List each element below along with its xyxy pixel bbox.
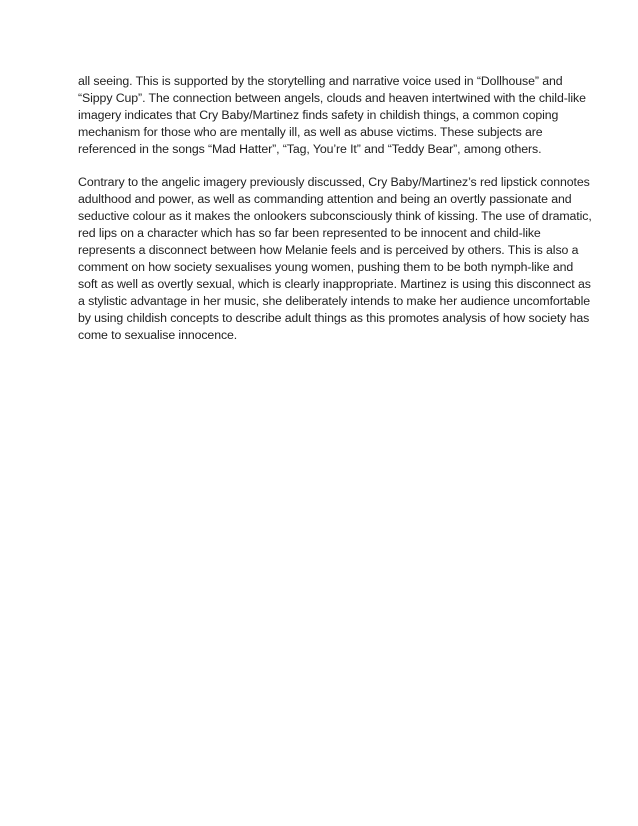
text-line: imagery indicates that Cry Baby/Martinez finds safety in childish things, a common coping <box>78 108 559 122</box>
text-line: adulthood and power, as well as commanding attention and being an overtly passionate and <box>78 192 572 206</box>
document-body <box>78 73 592 360</box>
text-line: come to sexualise innocence. <box>78 328 238 342</box>
text-line: “Sippy Cup”. The connection between angels, clouds and heaven intertwined with the child-like <box>78 91 586 105</box>
text-line: represents a disconnect between how Melanie feels and is perceived by others. This is also a <box>78 243 579 257</box>
text-line: comment on how society sexualises young women, pushing them to be both nymph-like and <box>78 260 574 274</box>
text-line: soft as well as overtly sexual, which is clearly inappropriate. Martinez is using this disconnect as <box>78 277 591 291</box>
text-line: red lips on a character which has so far been represented to be innocent and child-like <box>78 226 541 240</box>
text-line: a stylistic advantage in her music, she deliberately intends to make her audience uncomfortable <box>78 294 590 308</box>
text-line: Contrary to the angelic imagery previously discussed, Cry Baby/Martinez’s red lipstick connotes <box>78 175 590 189</box>
text-line: referenced in the songs “Mad Hatter”, “Tag, You’re It” and “Teddy Bear”, among others. <box>78 142 542 156</box>
paragraph-1 <box>78 73 586 158</box>
text-line: seductive colour as it makes the onlookers subconsciously think of kissing. The use of dramatic, <box>78 209 592 223</box>
text-line: mechanism for those who are mentally ill, as well as abuse victims. These subjects are <box>78 125 543 139</box>
text-line: by using childish concepts to describe adult things as this promotes analysis of how society has <box>78 311 590 325</box>
text-line: all seeing. This is supported by the storytelling and narrative voice used in “Dollhouse” and <box>78 74 563 88</box>
paragraph-2 <box>78 174 592 344</box>
